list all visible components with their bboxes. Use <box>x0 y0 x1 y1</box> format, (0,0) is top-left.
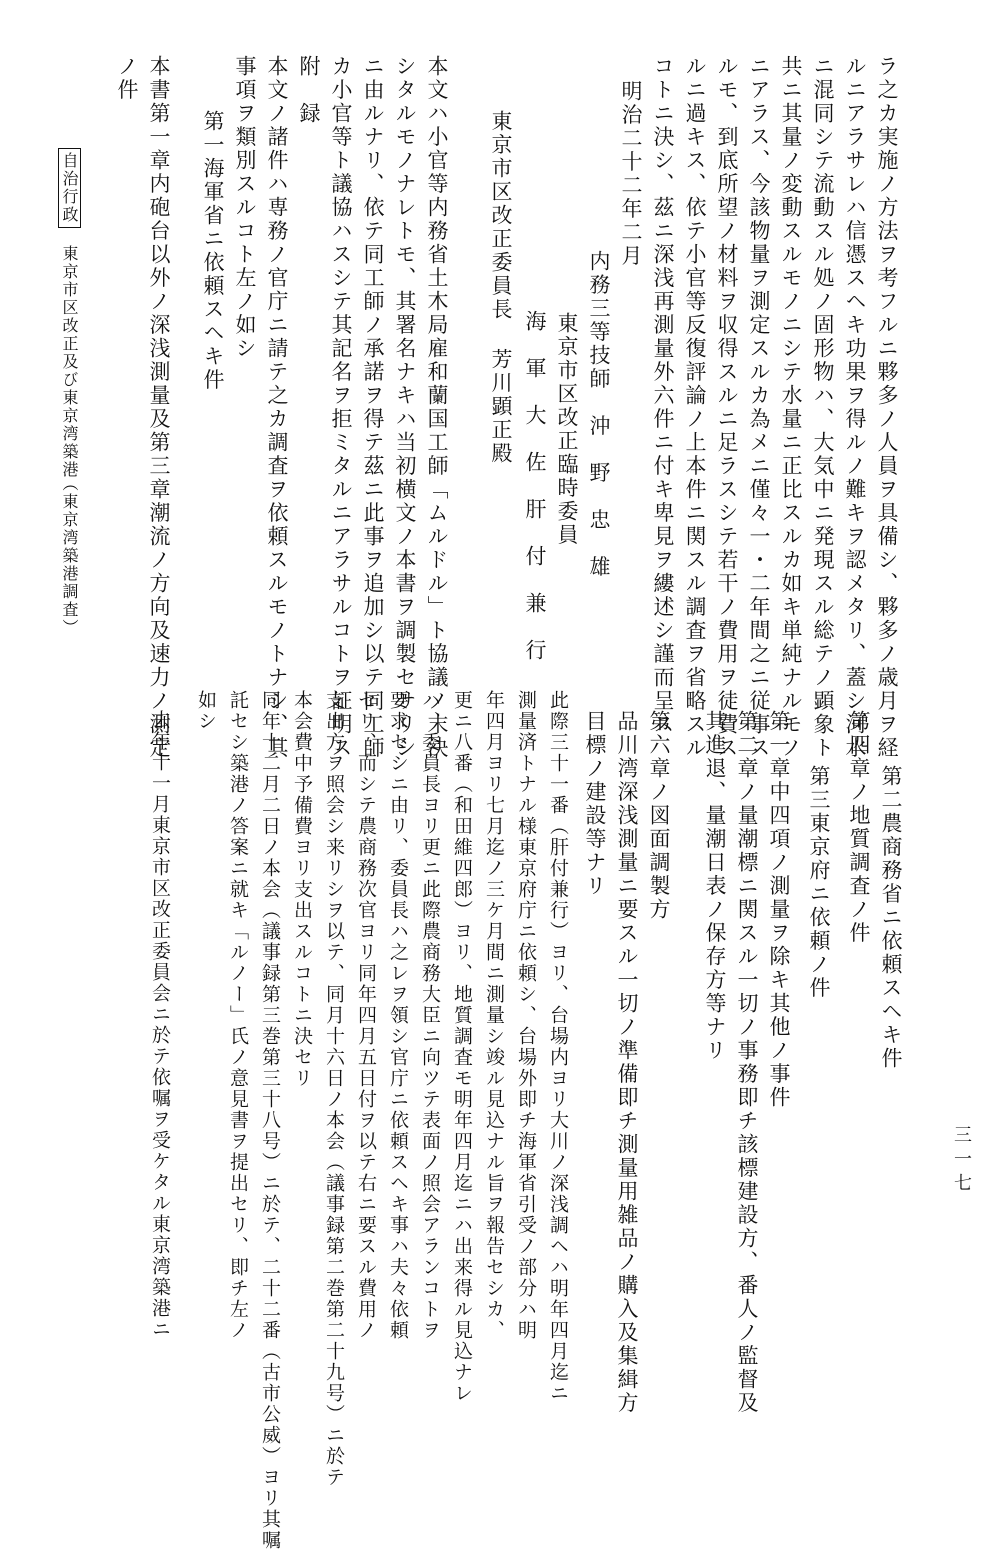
text-column: ラ之カ実施ノ方法ヲ考フルニ夥多ノ人員ヲ具備シ、夥多ノ歳月ヲ経 <box>875 55 899 760</box>
text-column: 同年十二月二日ノ本会（議事録第三巻第三十八号）ニ於テ、二十二番（古市公威）ヨリ其嘱 <box>259 690 281 1551</box>
text-column: セリ、而シテ農商務次官ヨリ同年四月五日付ヲ以テ右ニ要スル費用ノ <box>355 690 377 1341</box>
section-heading: 第三東京府ニ依頼ノ件 <box>807 765 831 1000</box>
text-column: カ小官等ト議協ハスシテ其記名ヲ拒ミタルニアラサルコトヲ証明ス <box>329 55 353 760</box>
text-column: 事項ヲ類別スルコト左ノ如シ <box>233 55 257 361</box>
text-column: 測量済トナル様東京府庁ニ依頼シ、台場外即チ海軍省引受ノ部分ハ明 <box>515 690 537 1341</box>
text-column: ルニ過キス、依テ小官等反復評論ノ上本件ニ関スル調査ヲ省略スル <box>683 55 707 760</box>
text-column: 支出方ヲ照会シ来リシヲ以テ、同月十六日ノ本会（議事録第二巻第二十九号）ニ於テ <box>323 690 345 1488</box>
text-column: 更ニ八番（和田維四郎）ヨリ、地質調査モ明年四月迄ニハ出来得ル見込ナレ <box>451 690 473 1404</box>
text-column: 年四月ヨリ七月迄ノ三ケ月間ニ測量シ竣ル見込ナル旨ヲ報告セシカ、 <box>483 690 505 1341</box>
text-column: 如シ <box>195 690 217 732</box>
signature-line: 東京市区改正臨時委員 <box>555 312 579 547</box>
running-header <box>58 148 81 228</box>
text-column: シタルモノナレトモ、其署名ナキハ当初横文ノ本書ヲ調製セサリシ <box>393 55 417 760</box>
text-column: ルモ、到底所望ノ材料ヲ収得スルニ足ラスシテ若干ノ費用ヲ徒費ス <box>715 55 739 760</box>
text-column: 本書第一章内砲台以外ノ深浅測量及第三章潮流ノ方向及速力ノ測定 <box>147 55 171 760</box>
signature-line: 内務三等技師 沖 野 忠 雄 <box>587 250 611 579</box>
page-number: 三一七 <box>951 1125 972 1197</box>
text-column: 本文ハ小官等内務省土木局雇和蘭国工師「ムルドル」ト協議ノ末決 <box>425 55 449 760</box>
section-heading: 第二農商務省ニ依頼スヘキ件 <box>879 765 903 1071</box>
text-column: ニ由ルナリ、依テ同工師ノ承諾ヲ得テ茲ニ此事ヲ追加シ以テ同工師 <box>361 55 385 760</box>
text-column: 去年十一月東京市区改正委員会ニ於テ依嘱ヲ受ケタル東京湾築港ニ <box>149 710 171 1340</box>
text-column: 第六章ノ図面調製方 <box>647 710 671 922</box>
addressee-line: 東京市区改正委員長 芳川顕正殿 <box>489 110 513 466</box>
text-column: 託セシ築港ノ答案ニ就キ「ルノー」氏ノ意見書ヲ提出セリ、即チ左ノ <box>227 690 249 1341</box>
text-column: 本会費中予備費ヨリ支出スルコトニ決セリ <box>291 690 313 1089</box>
text-column: 本文ノ諸件ハ専務ノ官庁ニ請テ之カ調査ヲ依頼スルモノトナシ、其 <box>265 55 289 760</box>
text-column: 此際三十一番（肝付兼行）ヨリ、台場内ヨリ大川ノ深浅調ヘハ明年四月迄ニ <box>547 690 569 1404</box>
signature-line: 海 軍 大 佐 肝 付 兼 行 <box>523 310 547 663</box>
text-column: ルニアラサレハ信憑スヘキ功果ヲ得ルノ難キヲ認メタリ、蓋シ河水 <box>843 55 867 760</box>
appendix-heading: 附 録 <box>297 55 321 126</box>
running-header-title: 東京市区改正及び東京湾築港 <box>60 245 79 479</box>
text-column: ニアラス、今該物量ヲ測定スルカ為メニ僅々一・二年間之ニ従事ス <box>747 55 771 760</box>
running-header-subtitle: （東京湾築港調査） <box>60 475 79 637</box>
text-column: ノ件 <box>115 55 139 102</box>
text-column: 第二章ノ量潮標ニ関スル一切ノ事務即チ該標建設方、番人ノ監督及 <box>735 710 759 1415</box>
text-column: ニ混同シテ流動スル処ノ固形物ハ、大気中ニ発現スル総テノ顕象ト <box>811 55 835 760</box>
text-column: コトニ決シ、茲ニ深浅再測量外六件ニ付キ卑見ヲ縷述シ謹而呈ス <box>651 55 675 737</box>
text-column: ハ、委員長ヨリ更ニ此際農商務大臣ニ向ツテ表面ノ照会アランコトヲ <box>419 690 441 1341</box>
series-label-box: 自治行政 <box>58 148 81 228</box>
text-column: 第四章ノ地質調査ノ件 <box>847 710 871 945</box>
date-line: 明治二十二年二月 <box>619 80 643 268</box>
text-column: 要求セシニ由リ、委員長ハ之レヲ領シ官庁ニ依頼スヘキ事ハ夫々依頼 <box>387 690 409 1341</box>
text-column: 目標ノ建設等ナリ <box>583 710 607 898</box>
text-column: 共ニ其量ノ変動スルモノニシテ水量ニ正比スルカ如キ単純ナルモノ <box>779 55 803 760</box>
text-column: 品川湾深浅測量ニ要スル一切ノ準備即チ測量用雑品ノ購入及集緝方 <box>615 710 639 1415</box>
section-heading: 第一海軍省ニ依頼スヘキ件 <box>201 110 225 392</box>
text-column: 其進退、量潮日表ノ保存方等ナリ <box>703 710 727 1063</box>
text-column: 第一章中四項ノ測量ヲ除キ其他ノ事件 <box>767 710 791 1110</box>
